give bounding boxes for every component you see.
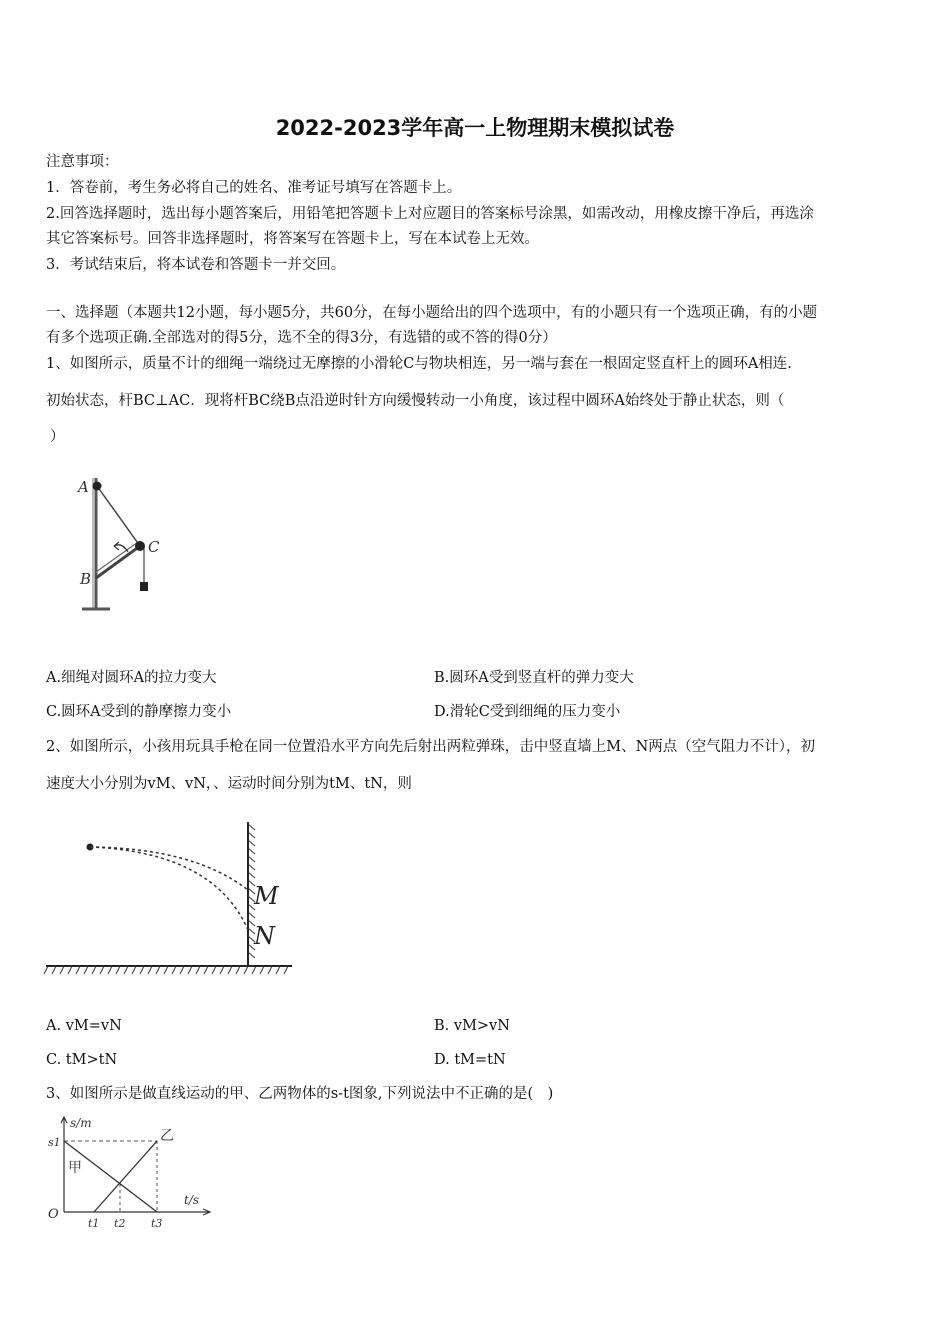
- q2-option-c[interactable]: C. tM>tN: [46, 1052, 118, 1068]
- q3-origin-label: O: [48, 1207, 59, 1222]
- q3-t2-label: t2: [114, 1217, 126, 1230]
- q1-option-b[interactable]: B.圆环A受到竖直杆的弹力变大: [434, 670, 634, 686]
- q3-line-jia: [64, 1141, 157, 1212]
- notice-item-1: 1．答卷前，考生务必将自己的姓名、准考证号填写在答题卡上。: [46, 180, 462, 196]
- q2-option-b[interactable]: B. vM>vN: [434, 1018, 510, 1034]
- q1-option-a[interactable]: A.细绳对圆环A的拉力变大: [46, 670, 217, 686]
- notice-item-2-cont: 其它答案标号。回答非选择题时，将答案写在答题卡上，写在本试卷上无效。: [46, 231, 539, 247]
- q1-pulley-c: [135, 541, 145, 551]
- q2-stem-line1: 2、如图所示，小孩用玩具手枪在同一位置沿水平方向先后射出两粒弹珠，击中竖直墙上M、N两点（空气阻力不计），初: [46, 739, 816, 755]
- q1-label-a: A: [78, 478, 89, 496]
- q2-figure: [44, 818, 294, 980]
- q3-yi-label: 乙: [160, 1128, 174, 1144]
- section1-intro-line1: 一、选择题（本题共12小题，每小题5分，共60分，在每小题给出的四个选项中，有的小题只有一个选项正确，有的小题: [46, 305, 818, 321]
- q3-jia-label: 甲: [68, 1160, 82, 1176]
- q3-line-yi: [94, 1141, 157, 1212]
- q2-label-m: M: [254, 882, 279, 910]
- q2-option-d[interactable]: D. tM=tN: [434, 1052, 506, 1068]
- q3-y-label: s/m: [70, 1116, 92, 1130]
- q3-s1-label: s1: [48, 1136, 61, 1149]
- q1-option-c[interactable]: C.圆环A受到的静摩擦力变小: [46, 704, 232, 720]
- q1-rod-bc: [96, 546, 140, 578]
- section1-intro-line2: 有多个选项正确.全部选对的得5分，选不全的得3分，有选错的或不答的得0分）: [46, 330, 557, 346]
- q1-stem-line2: 初始状态，杆BC⊥AC．现将杆BC绕B点沿逆时针方向缓慢转动一小角度，该过程中圆环A始终处于静止状态，则（: [46, 393, 785, 409]
- q1-option-d[interactable]: D.滑轮C受到细绳的压力变小: [434, 704, 621, 720]
- notice-item-3: 3．考试结束后，将本试卷和答题卡一并交回。: [46, 257, 346, 273]
- q2-ground-hatching: [44, 966, 288, 974]
- q2-trajectory-m: [90, 847, 248, 890]
- q2-trajectory-n: [90, 847, 248, 930]
- notice-item-2: 2.回答选择题时，选出每小题答案后，用铅笔把答题卡上对应题目的答案标号涂黑，如需改动，用橡皮擦干净后，再选涂: [46, 206, 814, 222]
- q3-st-graph: [44, 1114, 224, 1234]
- page-title: 2022-2023学年高一上物理期末模拟试卷: [275, 116, 675, 140]
- q1-block: [140, 582, 148, 591]
- q1-label-b: B: [80, 570, 92, 588]
- q1-rod-bc-edge: [96, 542, 138, 572]
- q1-rope-ac: [97, 486, 140, 546]
- q1-label-c: C: [148, 538, 160, 556]
- q1-ring-a: [93, 482, 102, 491]
- q1-stem-line1: 1、如图所示，质量不计的细绳一端绕过无摩擦的小滑轮C与物块相连，另一端与套在一根固定竖直杆上的圆环A相连.: [46, 356, 792, 372]
- q3-t1-label: t1: [88, 1217, 100, 1230]
- q3-t3-label: t3: [151, 1217, 163, 1230]
- q1-figure: [70, 468, 180, 618]
- q3-stem: 3、如图所示是做直线运动的甲、乙两物体的s-t图象,下列说法中不正确的是( ): [46, 1086, 554, 1102]
- q2-label-n: N: [254, 922, 275, 950]
- q1-stem-line3: ）: [50, 429, 65, 445]
- q3-x-label: t/s: [184, 1193, 200, 1207]
- q2-option-a[interactable]: A. vM=vN: [46, 1018, 122, 1034]
- notice-heading: 注意事项：: [46, 154, 119, 170]
- q2-stem-line2: 速度大小分别为vM、vN，、运动时间分别为tM、tN，则: [46, 776, 412, 792]
